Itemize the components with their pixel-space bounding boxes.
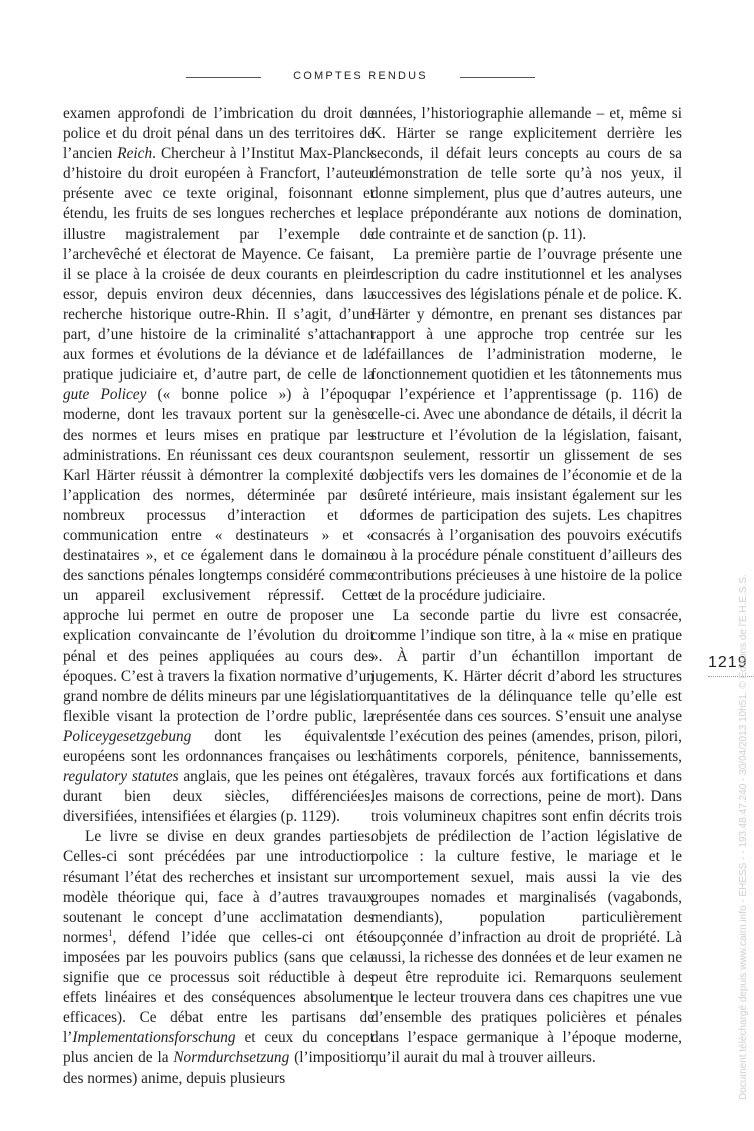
- text-run: Le livre se divise en deux grandes parties. Celles-ci sont précédées par une introduction résumant l’état des recherches et insistant sur un modèle théorique qui, face à d’autres travaux soutenant le concept d’une acclimatation des normes: [63, 828, 374, 946]
- italic-term: Policeygesetzgebung: [63, 727, 192, 745]
- page-number: 1219: [708, 654, 748, 671]
- header-rule-right: [460, 77, 535, 78]
- running-header: [0, 70, 754, 84]
- text-run: , défend l’idée que celles-ci ont été imposées par les pouvoirs publics (sans que cela signifie que ce processus soit réductible à des effets linéaires et des conséquences absolument efficaces). Ce débat entre les partisans de l’: [63, 928, 374, 1047]
- text-run: . Chercheur à l’Institut Max-Planck d’histoire du droit européen à Francfort, l’auteur présente avec ce texte original, foisonnant et étendu, les fruits de ses longues recherches et les illustre magistralement par l’exemple de l’archevêché et électorat de Mayence. Ce faisant, il se place à la croisée de deux courants en plein essor, depuis environ deux décennies, dans la recherche historique outre-Rhin. Il s’agit, d’une part, d’une histoire de la criminalité s’attachant aux formes et évolutions de la déviance et de la pratique judiciaire et, d’autre part, de celle de la: [63, 145, 374, 384]
- italic-term: Reich: [117, 145, 153, 163]
- paragraph: [371, 245, 682, 607]
- paragraph: [63, 104, 374, 827]
- paragraph: [371, 606, 682, 1068]
- text-run: dont les équivalents européens sont les ordonnances françaises ou les: [63, 727, 374, 765]
- text-run: années, l’historiographie allemande – et, même si K. Härter se range explicitement derrière les seconds, il défait leurs concepts au cours de sa démonstration de telle sorte qu’à nos yeux, il donne simplement, plus que d’autres auteurs, une place prépondérante aux notions de domination, de contrainte et de sanction (p. 11).: [371, 105, 682, 243]
- paragraph: [371, 104, 682, 245]
- text-run: (l’imposition des normes) anime, depuis plusieurs: [63, 1049, 374, 1087]
- italic-term: gute Policey: [63, 386, 147, 404]
- italic-term: Normdurchsetzung: [173, 1049, 290, 1067]
- paragraph: [63, 827, 374, 1088]
- italic-term: Implementationsforschung: [72, 1029, 236, 1047]
- text-run: anglais, que les peines ont été, durant bien deux siècles, différenciées, diversifiées, intensifiées et élargies (p. 1129).: [63, 768, 374, 826]
- text-run: et ceux du concept plus ancien de la: [63, 1029, 374, 1067]
- right-column: [371, 104, 682, 1069]
- footnote-ref: 1: [108, 927, 113, 938]
- text-run: examen approfondi de l’imbrication du droit de police et du droit pénal dans un des territoires de l’ancien: [63, 105, 374, 163]
- text-run: La seconde partie du livre est consacrée, comme l’indique son titre, à la « mise en pratique ». À partir d’un échantillon important de jugements, K. Härter décrit d’abord les structures quantitatives de la délinquance telle qu’elle est représentée dans ces sources. S’ensuit une analyse de l’exécution des peines (amendes, prison, pilori, châtiments corporels, pénitence, bannissements, galères, travaux forcés aux fortifications et dans les maisons de corrections, peine de mort). Dans trois volumineux chapitres sont enfin décrits trois objets de prédilection de l’action législative de police : la culture festive, le mariage et le comportement sexuel, mais aussi la vie des groupes nomades et marginalisés (vagabonds, mendiants), population particulièrement soupçonnée d’infraction au droit de propriété. Là aussi, la richesse des données et de leur examen ne peut être reproduite ici. Remarquons seulement que le lecteur trouvera dans ces chapitres une vue d’ensemble des pratiques policières et pénales dans l’espace germanique à l’époque moderne, qu’il aurait du mal à trouver ailleurs.: [371, 607, 682, 1067]
- section-title: COMPTES RENDUS: [293, 70, 428, 82]
- text-run: La première partie de l’ouvrage présente une description du cadre institutionnel et les analyses successives des législations pénale et de police. K. Härter y démontre, en prenant ses distances par rapport à une approche trop centrée sur les défaillances de l’administration moderne, le fonctionnement quotidien et les tâtonnements mus par l’expérience et l’apprentissage (p. 116) de celle-ci. Avec une abondance de détails, il décrit la structure et l’évolution de la législation, faisant, non seulement, ressortir un glissement de ses objectifs vers les domaines de l’économie et de la sûreté intérieure, mais insistant également sur les formes de participation des sujets. Les chapitres consacrés à l’organisation des pouvoirs exécutifs ou à la procédure pénale constituent d’ailleurs des contributions précieuses à une histoire de la police et de la procédure judiciaire.: [371, 245, 682, 605]
- left-column: [63, 104, 374, 1089]
- text-run: (« bonne police ») à l’époque moderne, dont les travaux portent sur la genèse des normes et leurs mises en pratique par les administrations. En réunissant ces deux courants, Karl Härter réussit à démontrer la complexité de l’application des normes, déterminée par de nombreux processus d’interaction et de communication entre « destinateurs » et « destinataires », et ce également dans le domaine des sanctions pénales longtemps considéré comme un appareil exclusivement répressif. Cette approche lui permet en outre de proposer une explication convaincante de l’évolution du droit pénal et des peines appliquées au cours des époques. C’est à travers la fixation normative d’un grand nombre de délits mineurs par une législation flexible visant la protection de l’ordre public, la: [63, 386, 374, 725]
- header-rule-left: [186, 77, 261, 78]
- italic-term: regulatory statutes: [63, 768, 179, 786]
- download-watermark: Document téléchargé depuis www.cairn.info - EHESS - - 193.48.47.240 - 30/04/2013 10h51. © Editions de l'E.H.E.S.S.: [738, 574, 749, 1100]
